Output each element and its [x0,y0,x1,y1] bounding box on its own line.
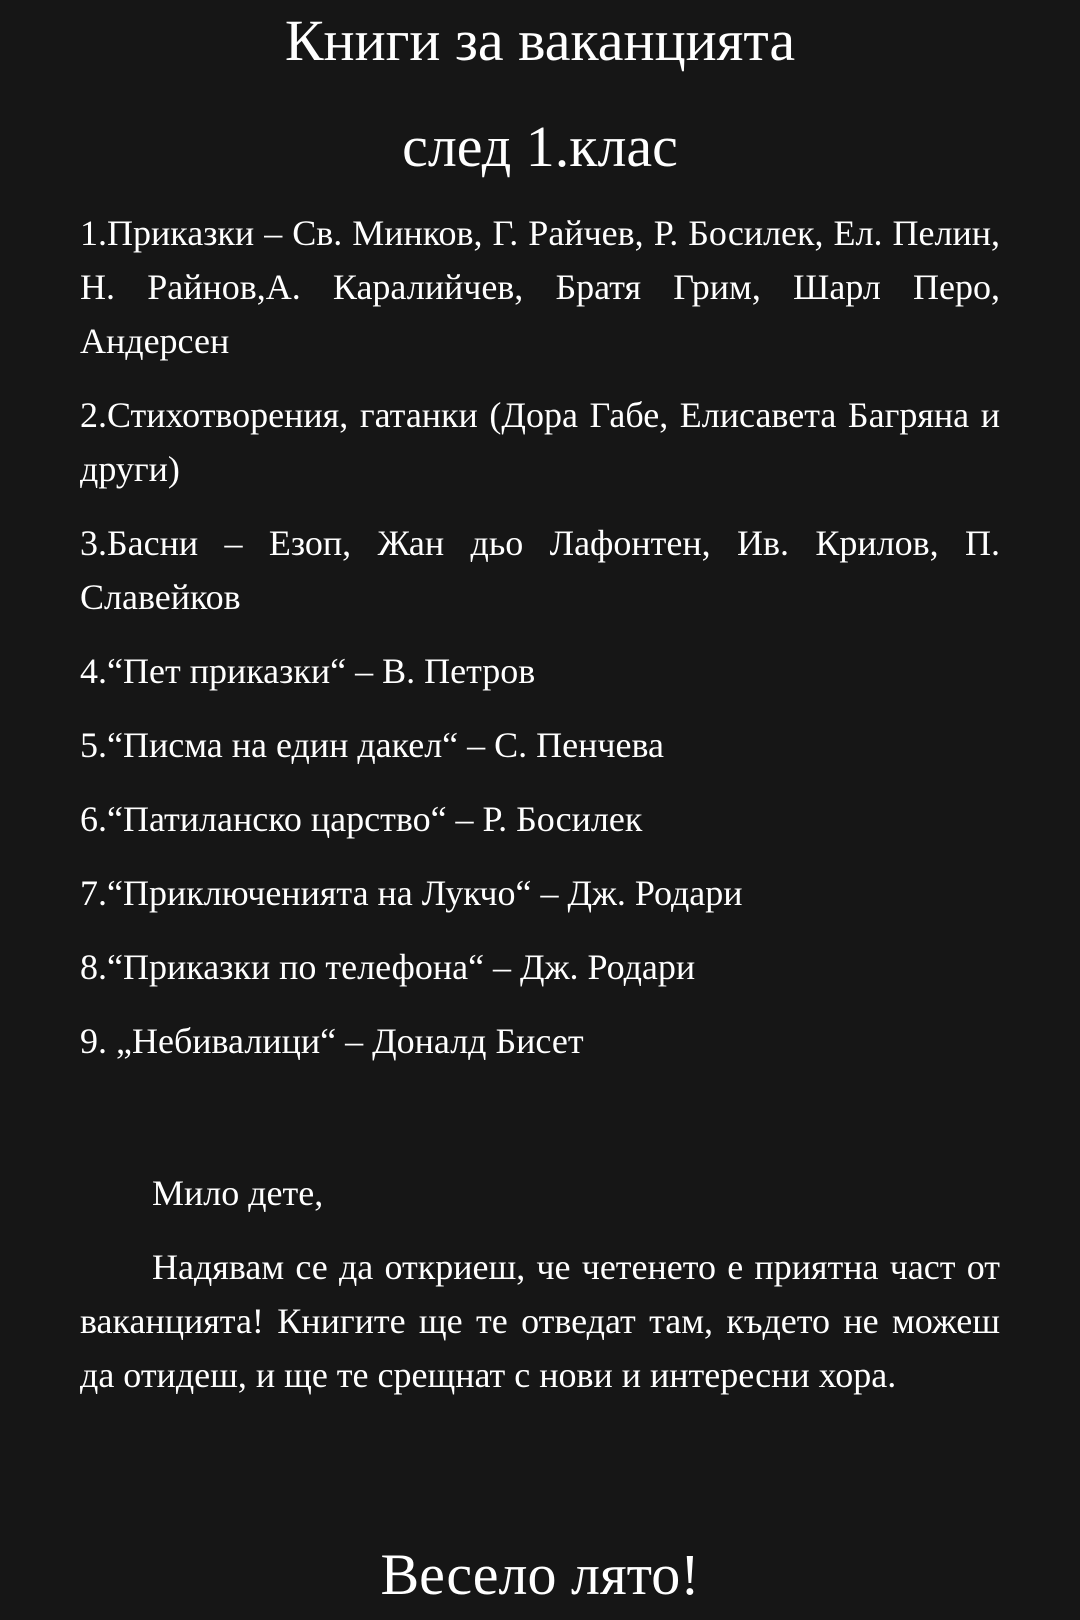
list-item: 9. „Небивалици“ – Доналд Бисет [80,1021,584,1061]
list-item: 3.Басни – Езоп, Жан дьо Лафонтен, Ив. Крилов, П. Славейков [80,523,1000,617]
closing-heading: Весело лято! [380,1542,700,1607]
list-item: 4.“Пет приказки“ – В. Петров [80,651,536,691]
page-title: Книги за ваканцията [284,8,796,73]
greeting: Мило дете, [152,1173,324,1213]
page-subtitle: след 1.клас [402,114,678,179]
book-list [80,206,1000,1088]
list-item: 7.“Приключенията на Лукчо“ – Дж. Родари [80,873,743,913]
list-item: 8.“Приказки по телефона“ – Дж. Родари [80,947,696,987]
letter-section [80,1166,1000,1422]
message-paragraph: Надявам се да откриеш, че четенето е приятна част от ваканцията! Книгите ще те отведат там, където не можеш да отидеш, и ще те срещнат с нови и интересни хора. [80,1247,1000,1395]
list-item: 2.Стихотворения, гатанки (Дора Габе, Елисавета Багряна и други) [80,395,1000,489]
list-item: 6.“Патиланско царство“ – Р. Босилек [80,799,643,839]
list-item: 5.“Писма на един дакел“ – С. Пенчева [80,725,664,765]
list-item: 1.Приказки – Св. Минков, Г. Райчев, Р. Босилек, Ел. Пелин, Н. Райнов,А. Каралийчев, Братя Грим, Шарл Перо, Андерсен [80,213,1000,361]
